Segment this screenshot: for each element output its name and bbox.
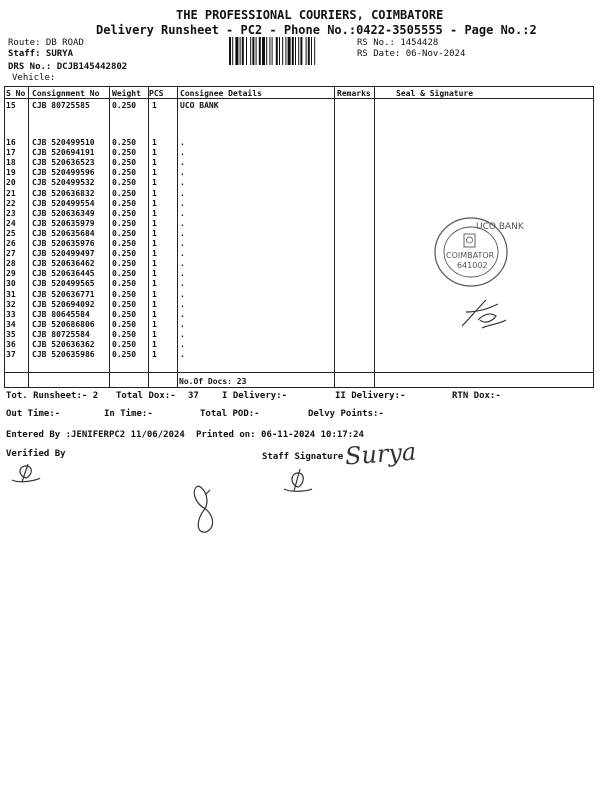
row-sno: 24 (6, 218, 16, 228)
row-weight: 0.250 (112, 259, 137, 269)
row-consignee-details: . (180, 279, 185, 289)
row-consignee-details: . (180, 208, 185, 218)
row-consignment-no: CJB 520635986 (32, 350, 95, 360)
row-pcs: 1 (152, 259, 157, 269)
total-pod-label: Total POD:- (200, 409, 260, 419)
row-sno: 29 (6, 269, 16, 279)
row-weight: 0.250 (112, 299, 137, 309)
i-delivery-label: I Delivery:- (222, 391, 288, 401)
row-consignment-no: CJB 520636349 (32, 208, 95, 218)
row-consignee-details: . (180, 340, 185, 349)
row-weight: 0.250 (112, 208, 137, 218)
handwritten-eight-mark (186, 480, 226, 540)
row-consignment-no: CJB 80725584 (32, 329, 90, 339)
ii-delivery-label: II Delivery:- (335, 391, 406, 401)
row-sno: 28 (6, 259, 16, 269)
row-pcs: 1 (152, 289, 157, 299)
row-pcs: 1 (152, 168, 157, 178)
row-consignee-details: . (180, 350, 185, 360)
row-sno: 35 (6, 329, 16, 339)
row-consignee-details: . (180, 299, 185, 309)
row-pcs: 1 (152, 309, 157, 319)
row-consignment-no: CJB 520499596 (32, 168, 95, 178)
row-weight: 0.250 (112, 198, 137, 208)
row-consignment-no: CJB 520636771 (32, 289, 95, 299)
row-pcs: 1 (152, 158, 157, 168)
row-weight: 0.250 (112, 340, 137, 349)
stamp-pin-text: 641002 (457, 261, 488, 270)
row-consignment-no: CJB 520636362 (32, 340, 95, 349)
row-pcs: 1 (152, 138, 157, 147)
vehicle-label: Vehicle: (12, 73, 56, 83)
row-consignee-details: . (180, 319, 185, 329)
row-weight: 0.250 (112, 279, 137, 289)
verified-by-label: Verified By (6, 449, 66, 459)
rs-number: RS No.: 1454428 (357, 38, 439, 48)
row-consignee-details: . (180, 148, 185, 158)
staff-signature-label: Staff Signature (262, 452, 344, 462)
row-consignment-no: CJB 520635684 (32, 228, 95, 238)
col-header-consignment: Consignment No (32, 89, 100, 98)
staff-label: Staff: SURYA (8, 49, 74, 59)
row-sno: 33 (6, 309, 16, 319)
row-weight: 0.250 (112, 168, 137, 178)
row-pcs: 1 (152, 148, 157, 158)
col-header-weight: Weight (112, 89, 141, 98)
row-weight: 0.250 (112, 309, 137, 319)
out-time-label: Out Time:- (6, 409, 61, 419)
row-consignment-no: CJB 520635979 (32, 218, 95, 228)
row-consignee-details: . (180, 198, 185, 208)
row-consignee-details: . (180, 329, 185, 339)
row-consignment-no: CJB 520499532 (32, 178, 95, 188)
row-consignee-details: . (180, 138, 185, 147)
row-pcs: 1 (152, 208, 157, 218)
row-consignee-details: . (180, 188, 185, 198)
row-sno: 15 (6, 101, 16, 110)
row-consignment-no: CJB 520499565 (32, 279, 95, 289)
row-consignee-details: . (180, 269, 185, 279)
col-header-sno: S No (6, 89, 26, 98)
row-pcs: 1 (152, 340, 157, 349)
row-weight: 0.250 (112, 158, 137, 168)
row-sno: 18 (6, 158, 16, 168)
row-weight: 0.250 (112, 239, 137, 248)
row-sno: 36 (6, 340, 16, 349)
row-weight: 0.250 (112, 188, 137, 198)
route-label: Route: DB ROAD (8, 38, 84, 48)
row-consignee-details: . (180, 168, 185, 178)
row-consignment-no: CJB 520694092 (32, 299, 95, 309)
row-pcs: 1 (152, 319, 157, 329)
row-pcs: 1 (152, 279, 157, 289)
staff-initials (280, 465, 316, 495)
row-pcs: 1 (152, 188, 157, 198)
row-consignment-no: CJB 520499510 (32, 138, 95, 147)
row-weight: 0.250 (112, 289, 137, 299)
no-of-docs: No.Of Docs: 23 (179, 377, 247, 386)
row-consignment-no: CJB 520636832 (32, 188, 95, 198)
row-weight: 0.250 (112, 319, 137, 329)
row-sno: 37 (6, 350, 16, 360)
row-consignee-details: . (180, 178, 185, 188)
row-consignee-details: . (180, 289, 185, 299)
row-weight: 0.250 (112, 218, 137, 228)
row-weight: 0.250 (112, 269, 137, 279)
row-pcs: 1 (152, 101, 157, 110)
total-dox-label: Total Dox:- (116, 391, 176, 401)
row-consignment-no: CJB 520635976 (32, 239, 95, 248)
row-sno: 26 (6, 239, 16, 248)
entered-by: Entered By :JENIFERPC2 11/06/2024 (6, 430, 185, 440)
row-consignment-no: CJB 520636462 (32, 259, 95, 269)
company-title: THE PROFESSIONAL COURIERS, COIMBATORE (176, 8, 444, 22)
printed-on: Printed on: 06-11-2024 10:17:24 (196, 430, 364, 440)
in-time-label: In Time:- (104, 409, 153, 419)
row-weight: 0.250 (112, 228, 137, 238)
rtn-dox-label: RTN Dox:- (452, 391, 501, 401)
row-weight: 0.250 (112, 350, 137, 360)
receiver-signature (456, 290, 511, 335)
row-consignee-details: . (180, 228, 185, 238)
stamp-city-text: COIMBATOR (446, 251, 495, 260)
row-sno: 23 (6, 208, 16, 218)
row-consignment-no: CJB 80725585 (32, 101, 90, 110)
row-consignee-details: UCO BANK (180, 101, 219, 110)
staff-signature-handwriting: Surya (344, 437, 418, 471)
verifier-initials (8, 458, 44, 486)
row-weight: 0.250 (112, 178, 137, 188)
row-sno: 21 (6, 188, 16, 198)
row-consignment-no: CJB 80645584 (32, 309, 90, 319)
col-header-pcs: PCS (149, 89, 164, 98)
row-pcs: 1 (152, 269, 157, 279)
row-sno: 34 (6, 319, 16, 329)
row-consignee-details: . (180, 239, 185, 248)
row-pcs: 1 (152, 198, 157, 208)
row-sno: 27 (6, 249, 16, 259)
row-pcs: 1 (152, 249, 157, 259)
row-sno: 32 (6, 299, 16, 309)
row-sno: 25 (6, 228, 16, 238)
stamp-bank-text: UCO BANK (476, 222, 524, 232)
row-pcs: 1 (152, 218, 157, 228)
barcode-image (229, 37, 346, 65)
col-header-seal: Seal & Signature (396, 89, 474, 98)
bank-seal-stamp (424, 210, 524, 295)
col-header-remarks: Remarks (337, 89, 371, 98)
row-sno: 31 (6, 289, 16, 299)
row-consignee-details: . (180, 158, 185, 168)
row-pcs: 1 (152, 350, 157, 360)
row-pcs: 1 (152, 239, 157, 248)
row-pcs: 1 (152, 228, 157, 238)
row-pcs: 1 (152, 178, 157, 188)
row-weight: 0.250 (112, 101, 137, 110)
row-sno: 17 (6, 148, 16, 158)
row-weight: 0.250 (112, 329, 137, 339)
row-consignee-details: . (180, 309, 185, 319)
row-sno: 30 (6, 279, 16, 289)
row-consignment-no: CJB 520694191 (32, 148, 95, 158)
total-dox-value: 37 (188, 391, 199, 401)
runsheet-subtitle: Delivery Runsheet - PC2 - Phone No.:0422-3505555 - Page No.:2 (96, 23, 537, 37)
row-consignee-details: . (180, 259, 185, 269)
col-header-consignee: Consignee Details (180, 89, 262, 98)
row-consignee-details: . (180, 249, 185, 259)
tot-runsheet: Tot. Runsheet:- 2 (6, 391, 99, 401)
drs-number: DRS No.: DCJB145442802 (8, 62, 128, 72)
row-sno: 16 (6, 138, 16, 147)
row-consignment-no: CJB 520499497 (32, 249, 95, 259)
rs-date: RS Date: 06-Nov-2024 (357, 49, 466, 59)
row-sno: 22 (6, 198, 16, 208)
row-consignee-details: . (180, 218, 185, 228)
row-weight: 0.250 (112, 148, 137, 158)
row-pcs: 1 (152, 329, 157, 339)
row-consignment-no: CJB 520499554 (32, 198, 95, 208)
row-sno: 20 (6, 178, 16, 188)
row-consignment-no: CJB 520636445 (32, 269, 95, 279)
delvy-points-label: Delvy Points:- (308, 409, 384, 419)
row-consignment-no: CJB 520686806 (32, 319, 95, 329)
row-sno: 19 (6, 168, 16, 178)
row-weight: 0.250 (112, 138, 137, 147)
row-consignment-no: CJB 520636523 (32, 158, 95, 168)
row-pcs: 1 (152, 299, 157, 309)
row-weight: 0.250 (112, 249, 137, 259)
